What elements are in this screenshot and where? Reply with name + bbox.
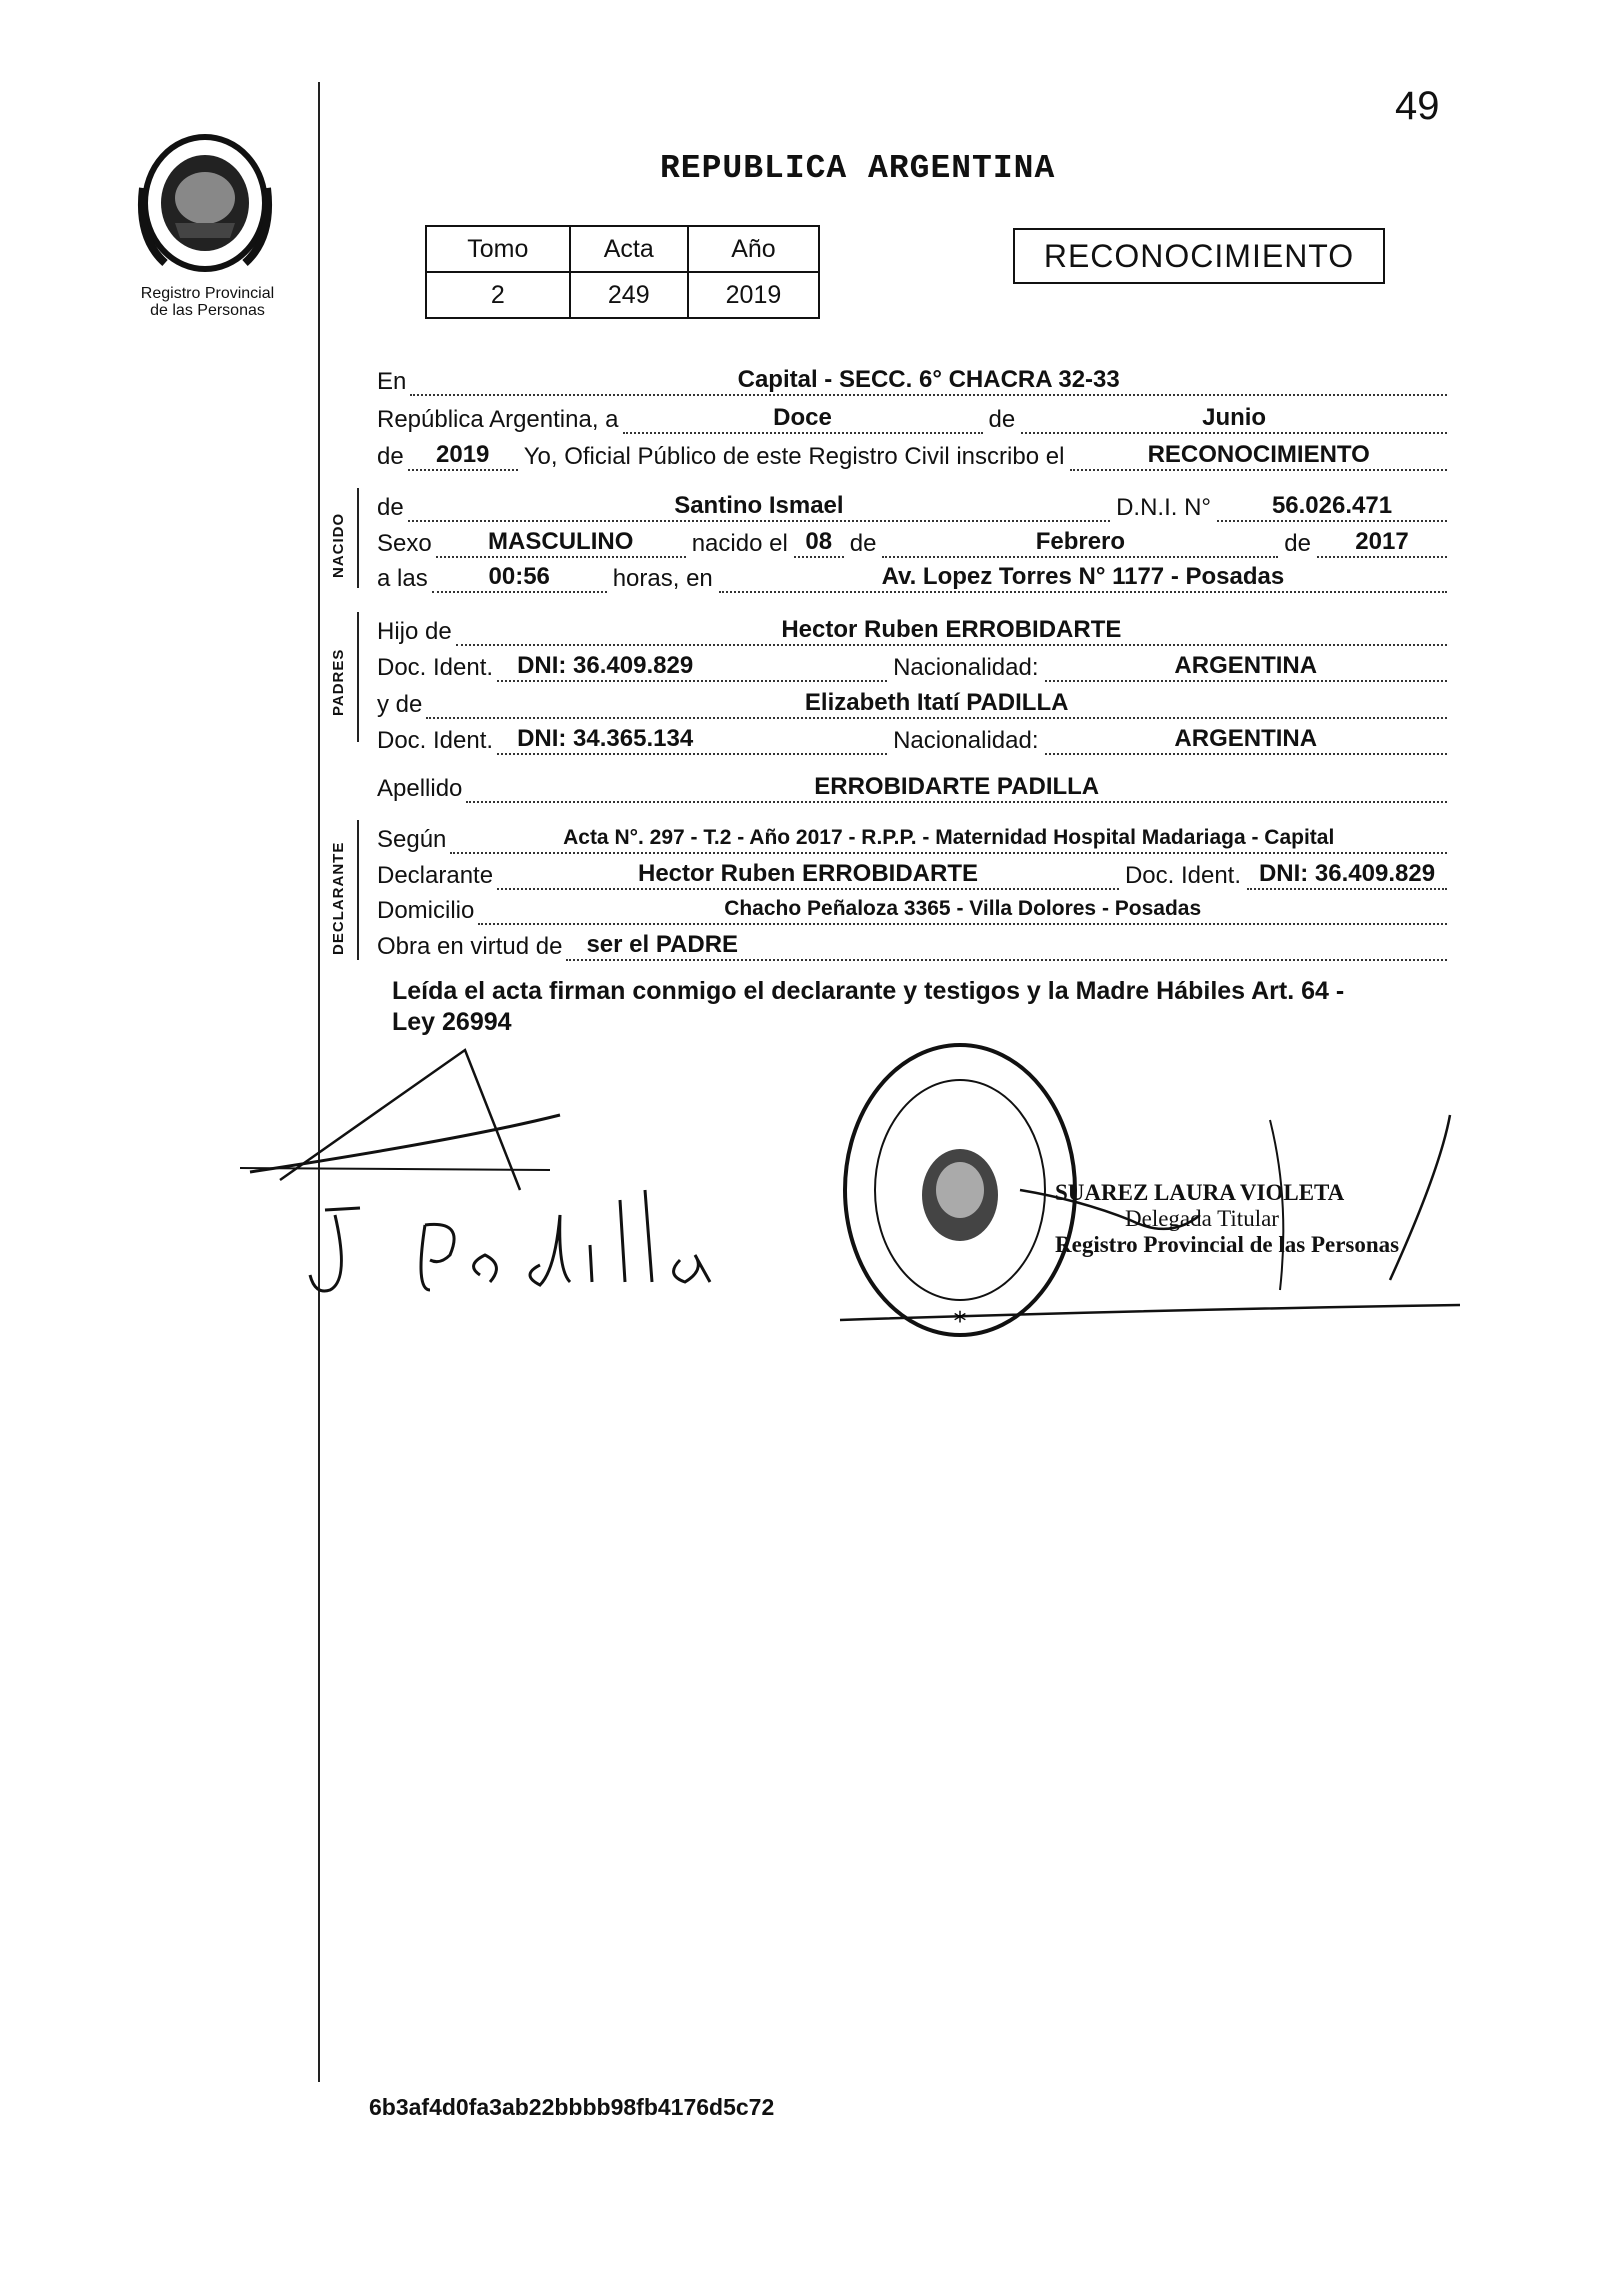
domicilio-value: Chacho Peñaloza 3365 - Villa Dolores - Posadas	[478, 895, 1447, 925]
dni-value: 56.026.471	[1217, 492, 1447, 522]
page-number: 49	[1395, 84, 1440, 128]
a-las-label: a las	[377, 565, 428, 592]
doc-label-2: Doc. Ident.	[377, 727, 494, 754]
nacido-month: Febrero	[882, 528, 1278, 558]
y-de-label: y de	[377, 691, 423, 718]
en-value: Capital - SECC. 6° CHACRA 32-33	[410, 366, 1447, 396]
form-row-declarante	[377, 856, 1447, 890]
declarante-section-line	[357, 820, 359, 960]
padres-section-line	[357, 612, 359, 742]
seal-caption-line2: de las Personas	[150, 302, 265, 319]
padre-nac: ARGENTINA	[1045, 652, 1448, 682]
closing-line1: Leída el acta firman conmigo el declarante y testigos y la Madre Hábiles Art. 64 -	[392, 977, 1345, 1005]
province-seal-logo	[135, 128, 275, 278]
hijo-label: Hijo de	[377, 618, 452, 645]
nombre-value: Santino Ismael	[408, 492, 1110, 522]
official-office: Registro Provincial de las Personas	[1055, 1232, 1400, 1257]
apellido-label: Apellido	[377, 775, 463, 802]
form-row-inscripcion	[377, 437, 1447, 471]
form-row-madre	[377, 685, 1447, 719]
padre-value: Hector Ruben ERROBIDARTE	[456, 616, 1447, 646]
form-row-domicilio	[377, 891, 1447, 925]
declarante-doc: DNI: 36.409.829	[1247, 860, 1447, 890]
dni-label: D.N.I. N°	[1116, 494, 1211, 521]
ref-header-anio: Año	[688, 226, 819, 272]
svg-text:*: *	[953, 1307, 967, 1337]
ref-value-acta: 249	[570, 272, 688, 318]
form-row-padre	[377, 612, 1447, 646]
official-role: Delegada Titular	[1125, 1206, 1279, 1231]
reference-table	[425, 225, 820, 319]
republica-label: República Argentina, a	[377, 406, 619, 433]
form-row-padre-doc	[377, 648, 1447, 682]
seal-caption-line1: Registro Provincial	[140, 285, 275, 302]
nacido-year: 2017	[1317, 528, 1447, 558]
segun-value: Acta N°. 297 - T.2 - Año 2017 - R.P.P. - Maternidad Hospital Madariaga - Capital	[450, 824, 1447, 854]
declarante-label: Declarante	[377, 862, 494, 889]
inscribo-value: RECONOCIMIENTO	[1070, 441, 1447, 471]
domicilio-label: Domicilio	[377, 897, 475, 924]
section-label-declarante: DECLARANTE	[330, 841, 347, 955]
official-signature-block	[1055, 1180, 1399, 1258]
closing-line2: Ley 26994	[392, 1008, 512, 1036]
form-row-en	[377, 362, 1447, 396]
day-value: Doce	[623, 404, 983, 434]
ref-value-tomo: 2	[426, 272, 570, 318]
madre-nac: ARGENTINA	[1045, 725, 1448, 755]
ref-header-acta: Acta	[570, 226, 688, 272]
yo-text: Yo, Oficial Público de este Registro Civil inscribo el	[523, 443, 1065, 470]
document-hash: 6b3af4d0fa3ab22bbbb98fb4176d5c72	[369, 2094, 775, 2120]
sexo-label: Sexo	[377, 530, 432, 557]
en-label: En	[377, 368, 407, 395]
official-stamp	[840, 1040, 1080, 1340]
nacionalidad-label: Nacionalidad:	[893, 654, 1039, 681]
doc-label-3: Doc. Ident.	[1124, 862, 1241, 889]
madre-value: Elizabeth Itatí PADILLA	[426, 689, 1447, 719]
de-label-2: de	[377, 443, 404, 470]
form-row-segun	[377, 820, 1447, 854]
form-row-nombre	[377, 488, 1447, 522]
ref-header-tomo: Tomo	[426, 226, 570, 272]
nacido-label: nacido el	[691, 530, 788, 557]
month-value: Junio	[1021, 404, 1447, 434]
de-label: de	[988, 406, 1016, 433]
document-title: REPUBLICA ARGENTINA	[660, 150, 1056, 187]
de-label-3: de	[377, 494, 404, 521]
form-row-apellido	[377, 769, 1447, 803]
seal-caption	[105, 285, 310, 319]
record-type-box: RECONOCIMIENTO	[1013, 228, 1385, 284]
declarante-value: Hector Ruben ERROBIDARTE	[497, 860, 1119, 890]
horas-en-label: horas, en	[612, 565, 713, 592]
form-row-hora	[377, 559, 1447, 593]
nacido-day: 08	[794, 528, 844, 558]
de-label-5: de	[1284, 530, 1311, 557]
year-value: 2019	[408, 441, 518, 471]
form-row-sexo	[377, 524, 1447, 558]
hora-value: 00:56	[432, 563, 607, 593]
obra-value: ser el PADRE	[566, 931, 1447, 961]
lugar-value: Av. Lopez Torres N° 1177 - Posadas	[719, 563, 1447, 593]
form-row-fecha	[377, 400, 1447, 434]
sexo-value: MASCULINO	[436, 528, 686, 558]
de-label-4: de	[849, 530, 877, 557]
section-label-nacido: NACIDO	[330, 512, 347, 578]
form-row-madre-doc	[377, 721, 1447, 755]
section-label-padres: PADRES	[330, 648, 347, 716]
madre-doc: DNI: 34.365.134	[497, 725, 887, 755]
ref-value-anio: 2019	[688, 272, 819, 318]
nacido-section-line	[357, 488, 359, 588]
official-name: SUAREZ LAURA VIOLETA	[1055, 1180, 1345, 1205]
doc-label: Doc. Ident.	[377, 654, 494, 681]
nacionalidad-label-2: Nacionalidad:	[893, 727, 1039, 754]
segun-label: Según	[377, 826, 447, 853]
form-row-obra	[377, 927, 1447, 961]
padre-doc: DNI: 36.409.829	[497, 652, 887, 682]
apellido-value: ERROBIDARTE PADILLA	[466, 773, 1447, 803]
obra-label: Obra en virtud de	[377, 933, 563, 960]
